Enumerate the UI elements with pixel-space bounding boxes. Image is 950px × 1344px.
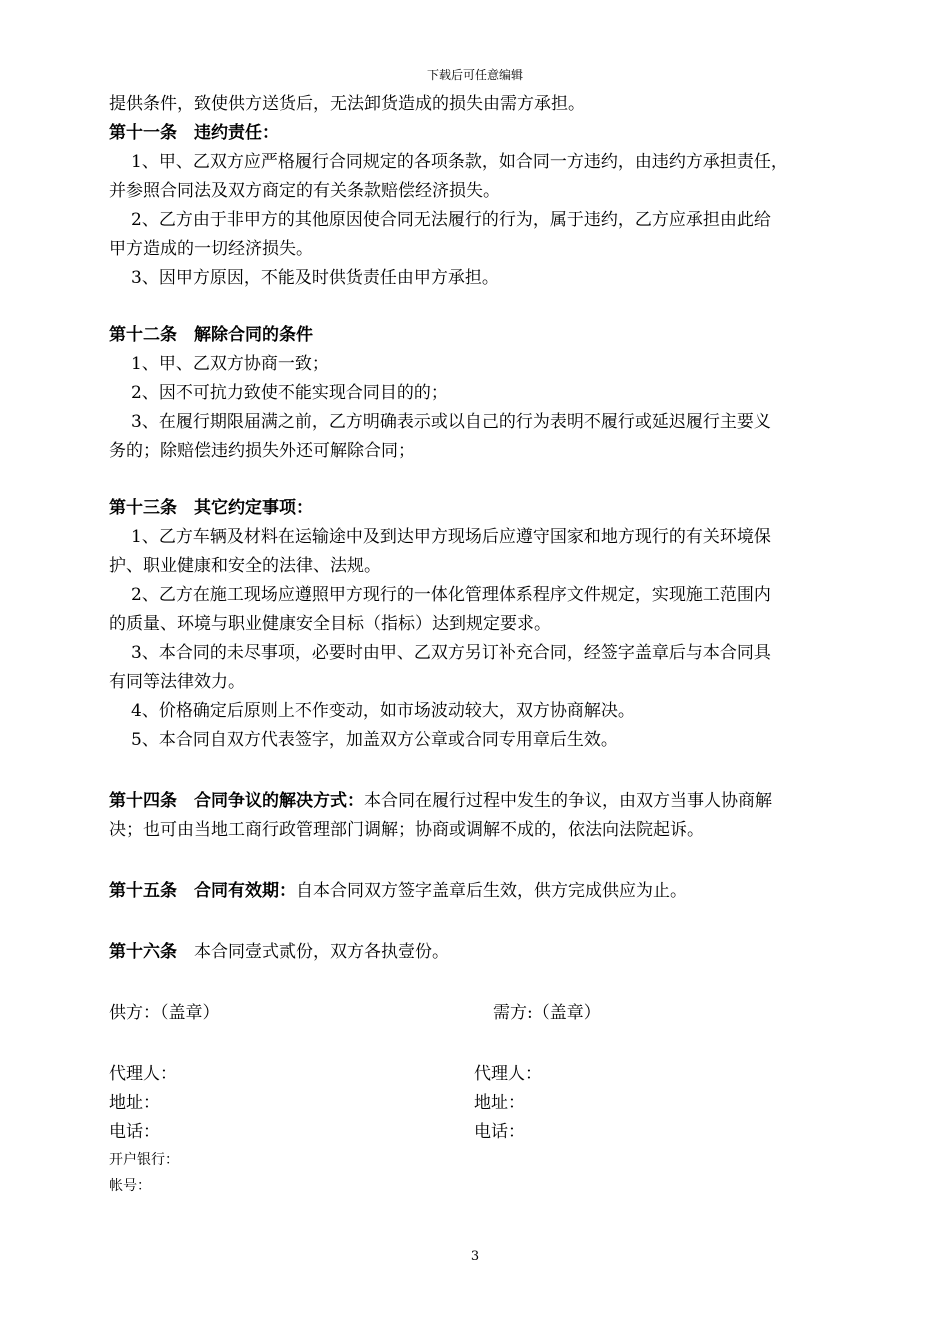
buyer-agent-label: 代理人：	[474, 1064, 542, 1084]
article-12-item-3-line-2: 务的；除赔偿违约损失外还可解除合同；	[109, 441, 415, 461]
buyer-phone-label: 电话：	[474, 1122, 525, 1142]
article-13-item-2-line-1: 2、乙方在施工现场应遵照甲方现行的一体化管理体系程序文件规定，实现施工范围内	[131, 585, 771, 605]
continuation-text: 提供条件，致使供方送货后，无法卸货造成的损失由需方承担。	[109, 94, 585, 114]
article-16-title: 第十六条	[109, 942, 177, 962]
page-number: 3	[470, 1249, 480, 1264]
article-15-text: 自本合同双方签字盖章后生效，供方完成供应为止。	[296, 881, 687, 901]
supplier-address-label: 地址：	[109, 1093, 160, 1113]
spacer	[109, 755, 861, 787]
article-13-item-4: 4、价格确定后原则上不作变动，如市场波动较大，双方协商解决。	[131, 701, 635, 721]
article-13-item-5: 5、本合同自双方代表签字，加盖双方公章或合同专用章后生效。	[131, 730, 618, 750]
phone-row	[109, 1118, 861, 1147]
seal-row	[109, 999, 861, 1028]
article-15	[109, 877, 861, 906]
article-13-item-2-line-2: 的质量、环境与职业健康安全目标（指标）达到规定要求。	[109, 614, 551, 634]
article-11-item-1-line-2: 并参照合同法及双方商定的有关条款赔偿经济损失。	[109, 181, 500, 201]
supplier-agent-label: 代理人：	[109, 1064, 177, 1084]
page-header: 下载后可任意编辑	[426, 68, 523, 82]
article-13-title: 第十三条 其它约定事项：	[109, 498, 313, 518]
article-15-title: 第十五条 合同有效期：	[109, 881, 296, 901]
account-label: 帐号：	[109, 1178, 151, 1194]
address-row	[109, 1089, 861, 1118]
spacer	[109, 967, 861, 999]
article-12-item-2: 2、因不可抗力致使不能实现合同目的的；	[131, 383, 448, 403]
buyer-address-label: 地址：	[474, 1093, 525, 1113]
article-14-text-1: 本合同在履行过程中发生的争议，由双方当事人协商解	[364, 791, 772, 811]
buyer-seal-label: 需方:（盖章）	[493, 1003, 601, 1023]
spacer	[109, 906, 861, 938]
article-12-title: 第十二条 解除合同的条件	[109, 325, 313, 345]
spacer	[109, 1028, 861, 1060]
article-13-item-1-line-1: 1、乙方车辆及材料在运输途中及到达甲方现场后应遵守国家和地方现行的有关环境保	[131, 527, 771, 547]
contract-body	[109, 90, 861, 1199]
spacer	[109, 293, 861, 321]
article-11-item-2-line-2: 甲方造成的一切经济损失。	[109, 239, 313, 259]
article-12-item-3-line-1: 3、在履行期限届满之前，乙方明确表示或以自己的行为表明不履行或延迟履行主要义	[131, 412, 771, 432]
article-13-item-3-line-2: 有同等法律效力。	[109, 672, 245, 692]
article-16	[109, 938, 861, 967]
article-12-item-1: 1、甲、乙双方协商一致；	[131, 354, 329, 374]
bank-label: 开户银行：	[109, 1152, 179, 1168]
article-14	[109, 787, 861, 816]
article-13-item-1-line-2: 护、职业健康和安全的法律、法规。	[109, 556, 381, 576]
article-16-text: 本合同壹式贰份，双方各执壹份。	[177, 942, 449, 962]
article-14-text-2: 决；也可由当地工商行政管理部门调解；协商或调解不成的，依法向法院起诉。	[109, 820, 704, 840]
article-11-item-1-line-1: 1、甲、乙双方应严格履行合同规定的各项条款，如合同一方违约，由违约方承担责任，	[131, 152, 788, 172]
article-11-item-3: 3、因甲方原因，不能及时供货责任由甲方承担。	[131, 268, 499, 288]
article-11-item-2-line-1: 2、乙方由于非甲方的其他原因使合同无法履行的行为，属于违约，乙方应承担由此给	[131, 210, 771, 230]
article-14-title: 第十四条 合同争议的解决方式：	[109, 791, 364, 811]
supplier-seal-label: 供方：（盖章）	[109, 1003, 220, 1023]
spacer	[109, 466, 861, 494]
supplier-phone-label: 电话：	[109, 1122, 160, 1142]
spacer	[109, 845, 861, 877]
article-13-item-3-line-1: 3、本合同的未尽事项，必要时由甲、乙双方另订补充合同，经签字盖章后与本合同具	[131, 643, 771, 663]
article-11-title: 第十一条 违约责任：	[109, 123, 279, 143]
agent-row	[109, 1060, 861, 1089]
